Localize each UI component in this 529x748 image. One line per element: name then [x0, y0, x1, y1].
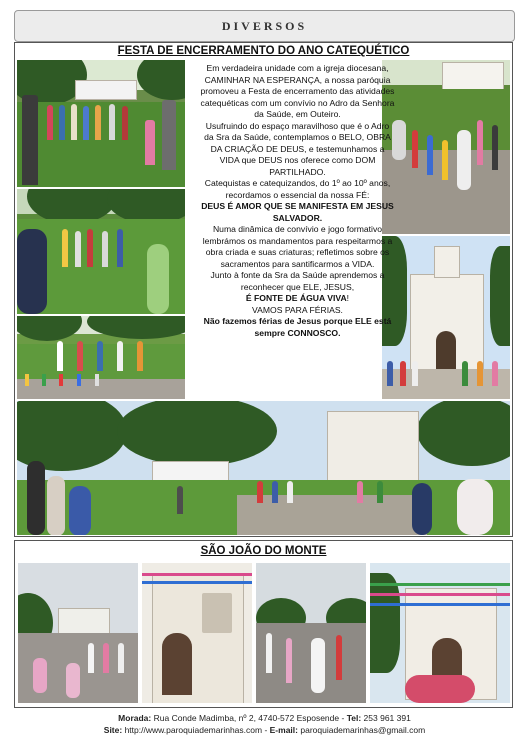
photo-children-in-park — [17, 60, 185, 187]
paragraph-8: VAMOS PARA FÉRIAS. — [252, 304, 343, 315]
paragraph-6: Junto à fonte da Sra da Saúde aprendemos a reconhecer que ELE, JESUS, — [210, 270, 385, 292]
photo-chapel — [382, 236, 510, 399]
phone: 253 961 391 — [363, 713, 411, 723]
photo-church-door — [142, 563, 252, 703]
photo-fountain — [382, 60, 510, 234]
footer-line-1: Morada: Rua Conde Madimba, nº 2, 4740-572 Esposende - Tel: 253 961 391 — [118, 713, 411, 723]
paragraph-4: DEUS É AMOR QUE SE MANIFESTA EM JESUS SALVADOR. — [201, 201, 394, 223]
paragraph-7: É FONTE DE ÁGUA VIVA! — [245, 293, 350, 303]
photo-procession-street — [18, 563, 138, 703]
footer-line-2: Site: http://www.paroquiademarinhas.com - E-mail: paroquiademarinhas@gmail.com — [103, 725, 426, 735]
photo-group-circle — [17, 189, 185, 314]
contact-footer — [0, 712, 529, 736]
festa-article-text — [200, 63, 395, 418]
paragraph-5: Numa dinâmica de convívio e jogo formativo lembrámos os mandamentos para respeitarmos a obra criada e suas criaturas; refletimos sobre os sacramentos para santificarmos a VIDA. — [202, 224, 393, 269]
photo-games-on-grass — [17, 316, 185, 399]
photo-church-flowers — [370, 563, 510, 703]
paragraph-3: Catequistas e catequizandos, do 1º ao 10º anos, recordamos o essencial da nossa FÉ: — [204, 178, 391, 200]
paragraph-1: Em verdadeira unidade com a igreja diocesana, CAMINHAR NA ESPERANÇA, a nossa paróquia promoveu a Festa de encerramento das atividades catequéticas com um convívio no Adro da Senhora da Saúde, em Outeiro. — [200, 63, 395, 119]
header-title: DIVERSOS — [221, 18, 308, 33]
festa-section — [14, 42, 513, 537]
sao-joao-section — [14, 540, 513, 708]
photo-procession-road — [256, 563, 366, 703]
website-link[interactable]: http://www.paroquiademarinhas.com — [124, 725, 263, 735]
paragraph-2: Usufruindo do espaço maravilhoso que é o Adro da Sra da Saúde, contemplamos o BELO, OBRA DA CRIAÇÃO DE DEUS, e testemunhamos a VIDA que DEUS nos oferece como DOM PARTILHADO. — [204, 120, 391, 177]
section-header — [14, 10, 515, 42]
paragraph-9: Não fazemos férias de Jesus porque ELE está sempre CONNOSCO. — [203, 316, 392, 338]
address: Rua Conde Madimba, nº 2, 4740-572 Esposende — [153, 713, 340, 723]
festa-title: FESTA DE ENCERRAMENTO DO ANO CATEQUÉTICO — [117, 45, 410, 57]
email-link[interactable]: paroquiademarinhas@gmail.com — [300, 725, 426, 735]
sao-joao-title: SÃO JOÃO DO MONTE — [200, 545, 327, 557]
photo-panorama — [17, 401, 510, 535]
